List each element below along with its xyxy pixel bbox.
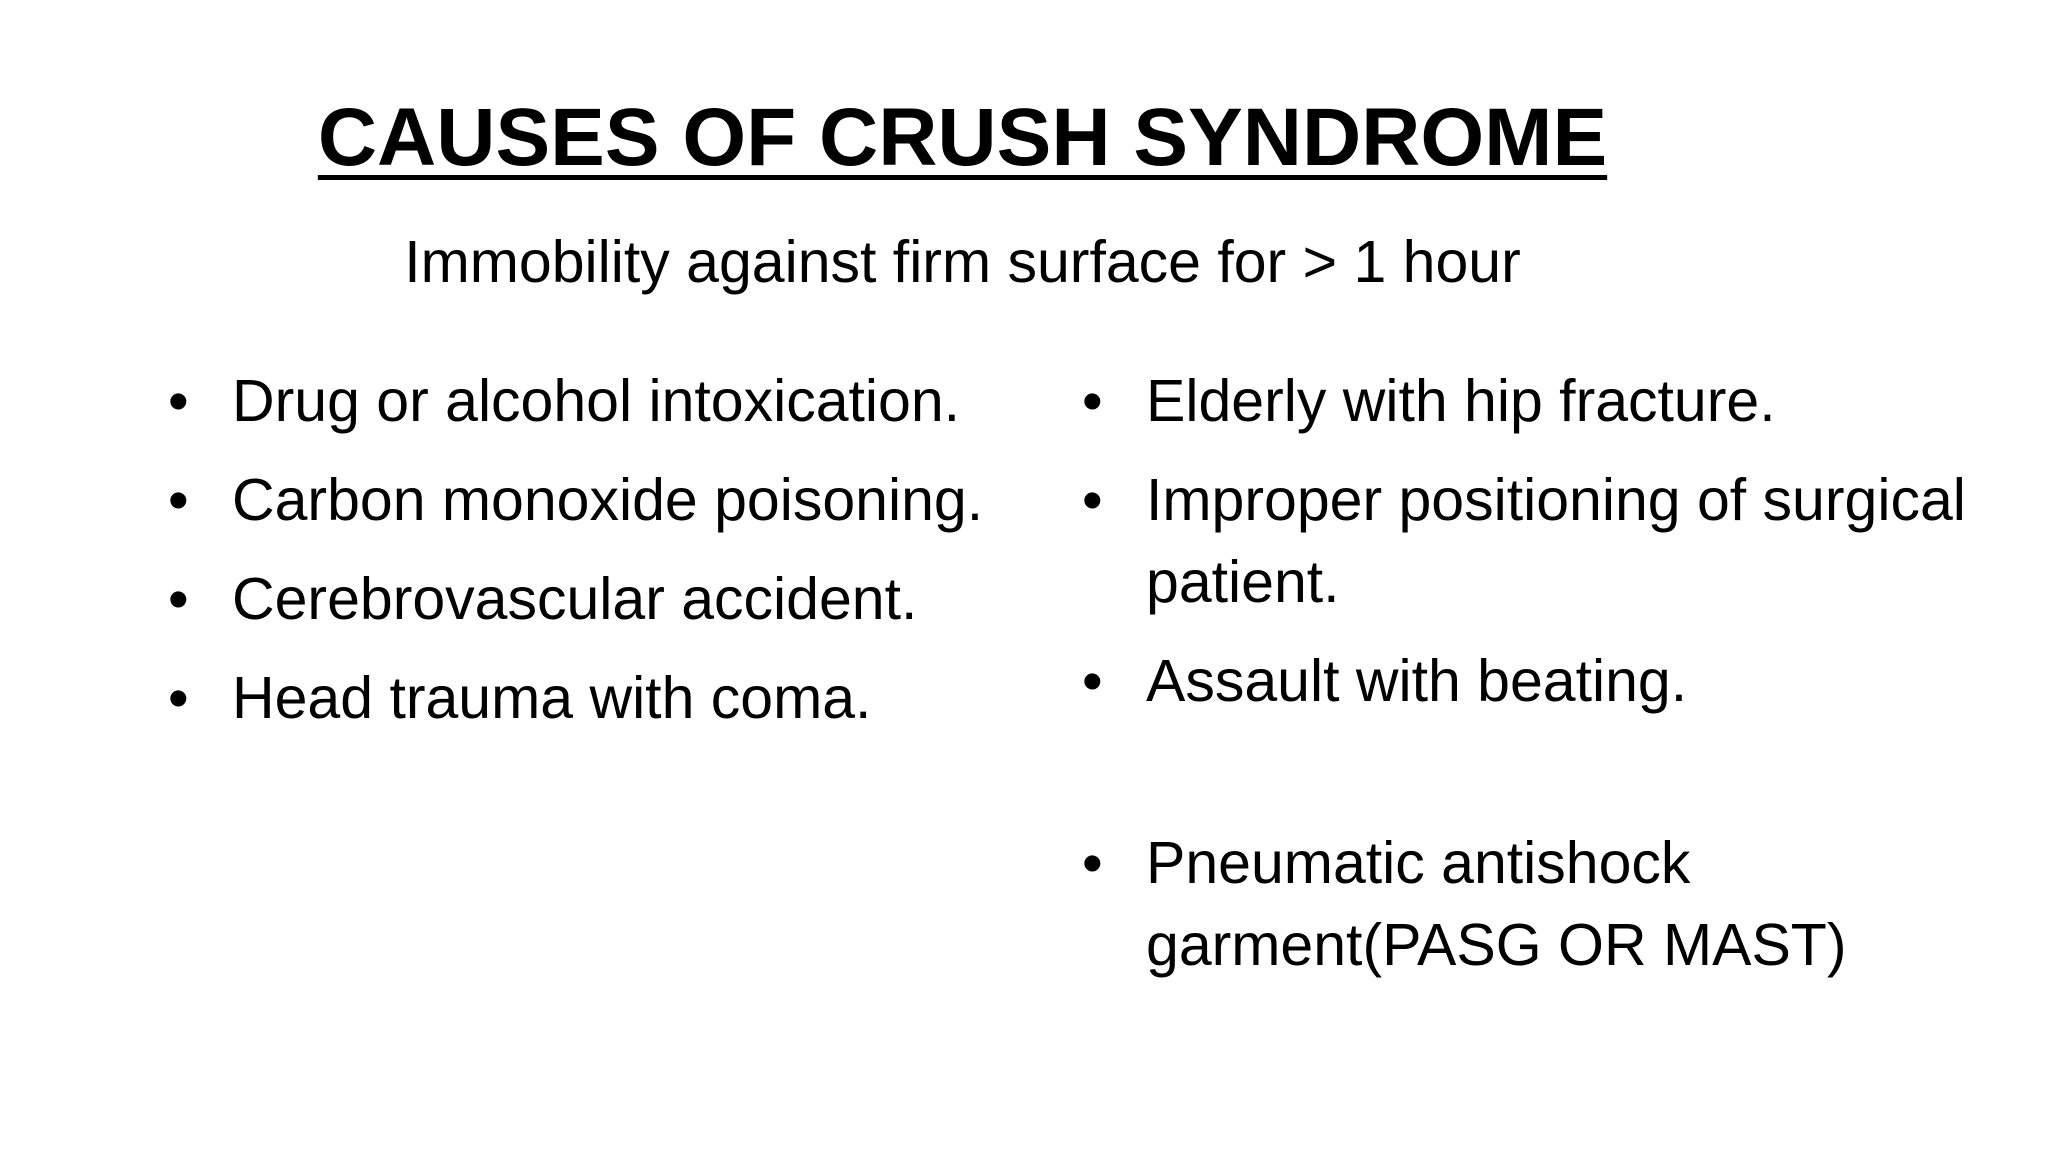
list-item xyxy=(1082,360,1982,442)
list-item-text: Elderly with hip fracture. xyxy=(1146,368,1776,434)
right-bullet-list xyxy=(1082,360,1982,1003)
slide-title: CAUSES OF CRUSH SYNDROME xyxy=(317,92,1608,183)
list-item xyxy=(1082,640,1982,722)
list-item-text: Carbon monoxide poisoning. xyxy=(232,467,984,533)
list-item xyxy=(1082,822,1982,986)
bullet-icon: • xyxy=(168,566,189,632)
list-item-text: Assault with beating. xyxy=(1146,648,1688,714)
list-item xyxy=(168,360,1068,442)
bullet-icon: • xyxy=(1082,648,1103,714)
list-item-text: Head trauma with coma. xyxy=(232,665,872,731)
bullet-icon: • xyxy=(168,368,189,434)
list-item-text: Pneumatic antishock garment(PASG OR MAST) xyxy=(1146,830,1847,978)
list-item xyxy=(168,558,1068,640)
bullet-icon: • xyxy=(1082,368,1103,434)
slide-subtitle: Immobility against firm surface for > 1 hour xyxy=(404,229,1521,295)
list-item xyxy=(1082,459,1982,623)
list-item-text: Drug or alcohol intoxication. xyxy=(232,368,961,434)
list-item xyxy=(168,459,1068,541)
bullet-icon: • xyxy=(1082,467,1103,533)
bullet-icon: • xyxy=(168,665,189,731)
list-item xyxy=(168,657,1068,739)
bullet-icon: • xyxy=(1082,830,1103,896)
list-item-text: Cerebrovascular accident. xyxy=(232,566,918,632)
list-item-text: Improper positioning of surgical patient. xyxy=(1146,467,1966,615)
bullet-icon: • xyxy=(168,467,189,533)
left-bullet-list xyxy=(168,360,1068,756)
